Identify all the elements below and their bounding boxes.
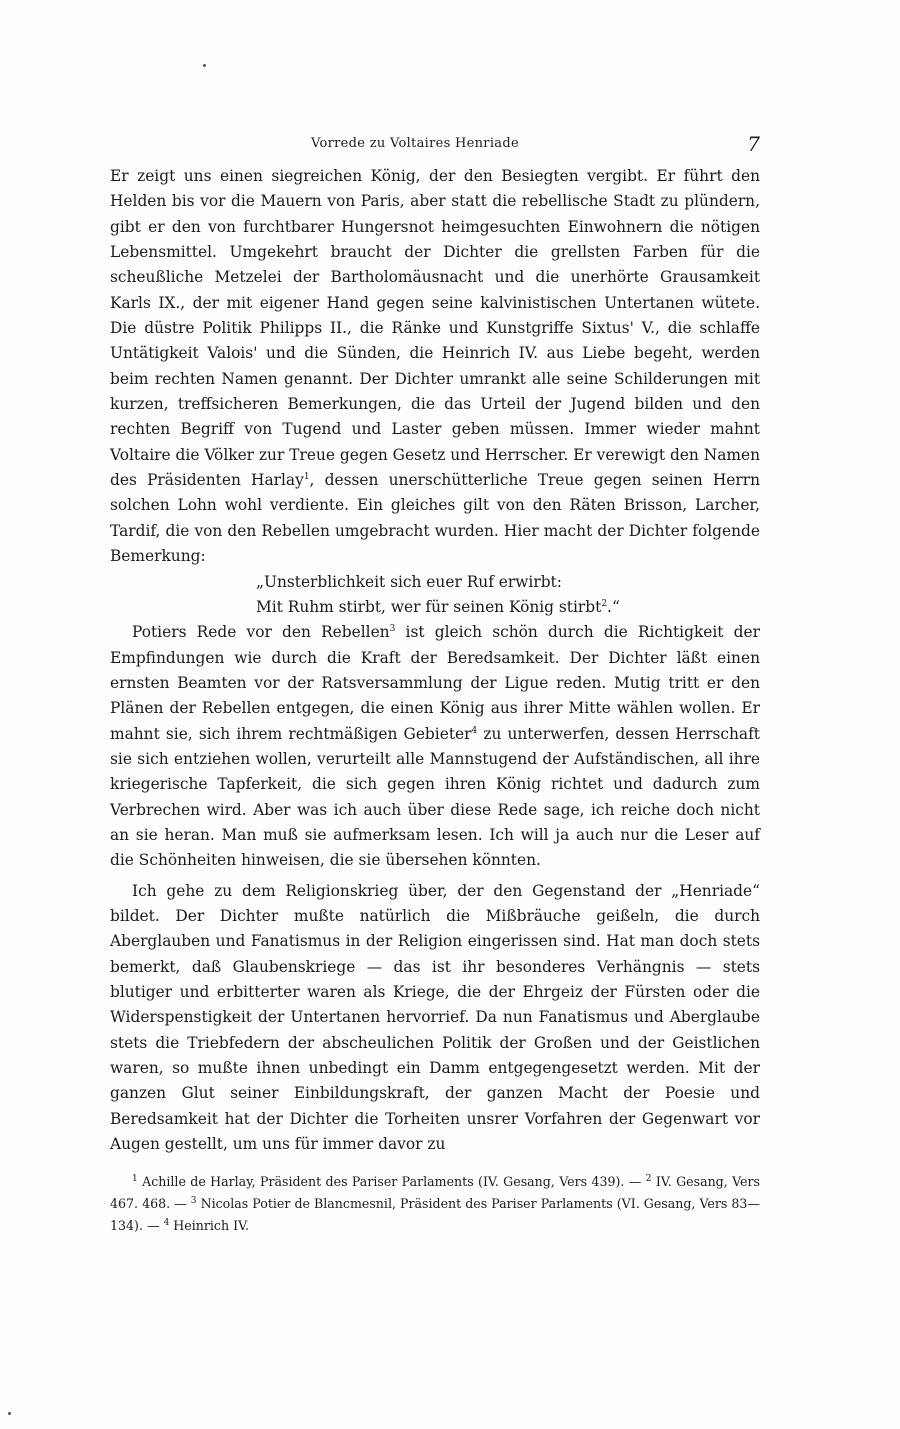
text-run: zu unterwerfen, dessen Herrschaft sie sich entziehen wollen, verurteilt alle Mannstugend der Aufständischen, all ihre kriegerische Tapferkeit, die sich gegen ihren König richtet und dadurch zum Verbrechen wird. Aber was ich auch über diese Rede sage, ich reiche doch nicht an sie heran. Man muß sie aufmerksam lesen. Ich will ja auch nur die Leser auf die Schönheiten hinweisen, die sie übersehen könnten. [110, 724, 760, 870]
footnote-ref: 3 [389, 624, 396, 635]
text-run: Nicolas Potier de Blancmesnil, Präsident des Pariser Parlaments (VI. Gesang, Vers 83—134). — [110, 1196, 760, 1234]
footnote-number: 2 [645, 1174, 652, 1185]
paragraph [110, 164, 760, 570]
footnote-number: 1 [132, 1174, 138, 1185]
print-speck [8, 1412, 11, 1415]
text-run: IV. Gesang, Vers 467. 468. — [110, 1174, 760, 1212]
paragraph [110, 620, 760, 873]
footnote-text [110, 1171, 760, 1237]
text-run: Heinrich IV. [169, 1218, 249, 1234]
page-header [110, 128, 760, 164]
text-run: ist gleich schön durch die Richtigkeit der Empfindungen wie durch die Kraft der Beredsamkeit. Der Dichter läßt einen ernsten Beamten vor der Ratsversammlung der Ligue reden. Mutig tritt er den Plänen der Rebellen entgegen, die einen König aus ihrer Mitte wählen wollen. Er mahnt sie, sich ihrem rechtmäßigen Gebieter [110, 623, 760, 743]
text-run: Er zeigt uns einen siegreichen König, der den Besiegten vergibt. Er führt den Helden bis vor die Mauern von Paris, aber statt die rebellische Stadt zu plündern, gibt er den von furchtbarer Hungersnot heimgesuchten Einwohnern die nötigen Lebensmittel. Umgekehrt braucht der Dichter die grellsten Farben für die scheußliche Metzelei der Bartholomäusnacht und die unerhörte Grausamkeit Karls IX., der mit eigener Hand gegen seine kalvinistischen Untertanen wütete. Die düstre Politik Philipps II., die Ränke und Kunstgriffe Sixtus' V., die schlaffe Untätigkeit Valois' und die Sünden, die Heinrich IV. aus Liebe begeht, werden beim rechten Namen genannt. Der Dichter umrankt alle seine Schilderungen mit kurzen, treffsicheren Bemerkungen, die das Urteil der Jugend bilden und den rechten Begriff von Tugend und Laster geben müssen. Immer wieder mahnt Voltaire die Völker zur Treue gegen Gesetz und Herrscher. Er verewigt den Namen des Präsidenten Harlay [110, 167, 760, 490]
book-page [110, 128, 760, 1237]
running-title: Vorrede zu Voltaires Henriade [311, 136, 519, 151]
verse-line: „Unsterblichkeit sich euer Ruf erwirbt: [256, 572, 562, 591]
verse-quote [256, 570, 760, 621]
footnote-ref: 4 [471, 725, 478, 736]
footnote-number: 3 [190, 1196, 197, 1207]
text-run: , dessen unerschütterliche Treue gegen seinen Herrn solchen Lohn wohl verdiente. Ein gleiches gilt von den Räten Brisson, Larcher, Tardif, die von den Rebellen umgebracht wurden. Hier macht der Dichter folgende Bemerkung: [110, 471, 760, 566]
text-run: Achille de Harlay, Präsident des Pariser Parlaments (IV. Gesang, Vers 439). — [137, 1174, 646, 1190]
text-run: Mit Ruhm stirbt, wer für seinen König stirbt [256, 597, 602, 616]
footnotes [110, 1171, 760, 1237]
footnote-number: 4 [163, 1218, 170, 1229]
text-run: .“ [607, 597, 620, 616]
footnote-ref: 1 [303, 472, 310, 482]
body-text [110, 164, 760, 1157]
verse-line [256, 595, 760, 620]
page-number: 7 [747, 132, 760, 156]
print-speck [203, 64, 206, 67]
paragraph: Ich gehe zu dem Religionskrieg über, der den Gegenstand der „Henriade“ bildet. Der Dichter mußte natürlich die Mißbräuche geißeln, die durch Aberglauben und Fanatismus in der Religion eingerissen sind. Hat man doch stets bemerkt, daß Glaubenskriege — das ist ihr besonderes Verhängnis — stets blutiger und erbitterter waren als Kriege, die der Ehrgeiz der Fürsten oder die Widerspenstigkeit der Untertanen hervorrief. Da nun Fanatismus und Aberglaube stets die Triebfedern der abscheulichen Politik der Großen und der Geistlichen waren, so mußte ihnen unbedingt ein Damm entgegengesetzt werden. Mit der ganzen Glut seiner Einbildungskraft, der ganzen Macht der Poesie und Beredsamkeit hat der Dichter die Torheiten unsrer Vorfahren der Gegenwart vor Augen gestellt, um uns für immer davor zu [110, 881, 760, 1154]
text-run: Potiers Rede vor den Rebellen [132, 623, 390, 642]
footnote-ref: 2 [601, 598, 608, 609]
